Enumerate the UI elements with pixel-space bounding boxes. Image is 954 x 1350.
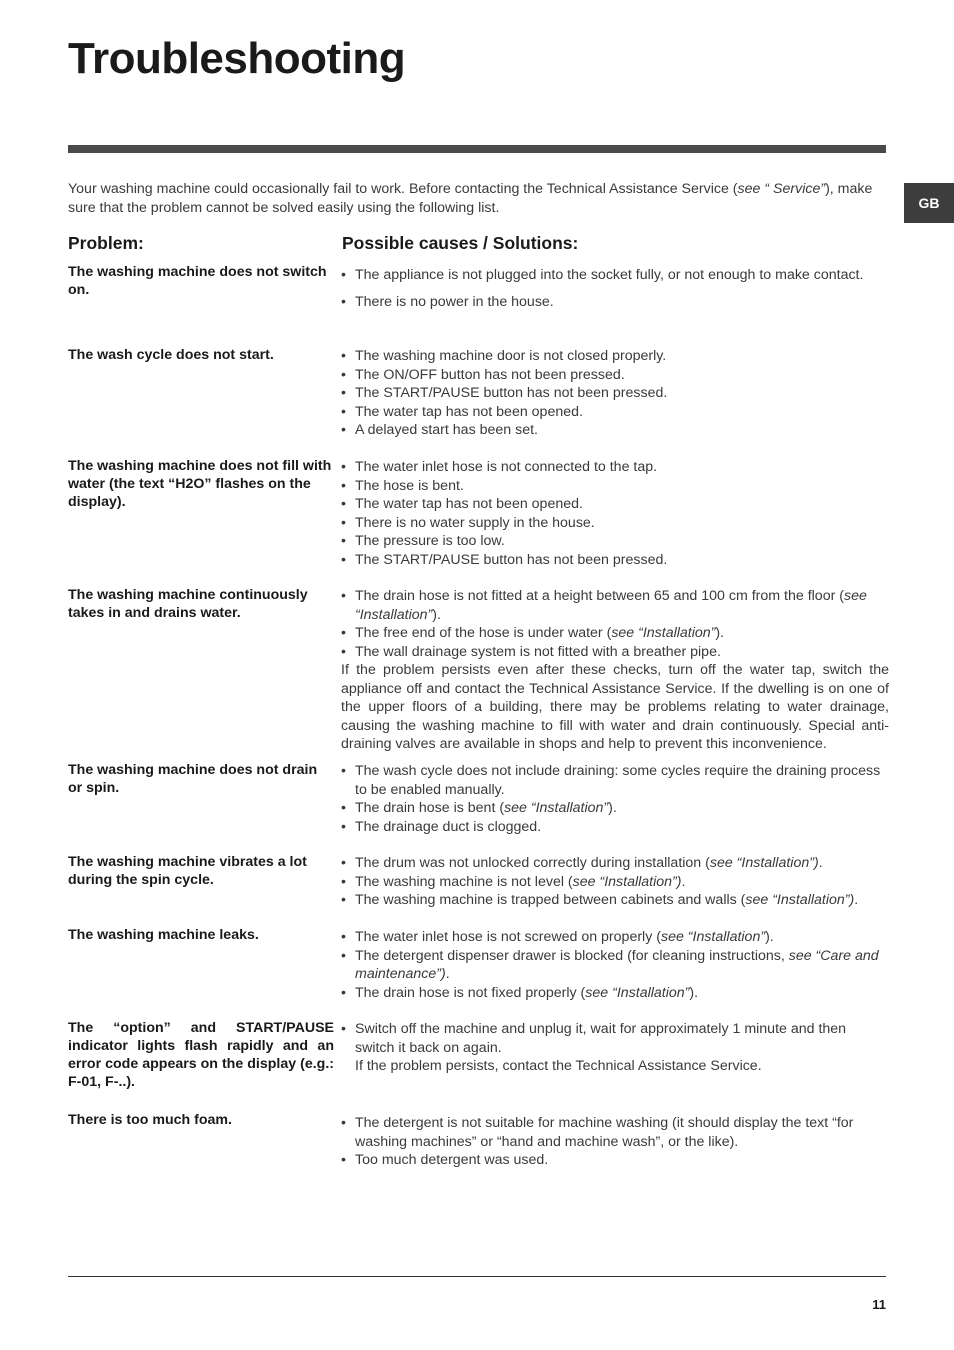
cause-item xyxy=(341,643,889,662)
intro-text-1: Your washing machine could occasionally fail to work. Before contacting the Technical Assistance Service ( xyxy=(68,181,738,197)
cause-text: The washing machine is not level ( xyxy=(355,873,573,890)
problem-label: There is too much foam. xyxy=(68,1112,232,1128)
cause-item: • There is no water supply in the house. xyxy=(341,514,889,533)
causes-block xyxy=(341,1114,889,1170)
cause-item xyxy=(341,799,889,818)
cause-item: • The detergent is not suitable for machine washing (it should display the text “for washing machines” or “hand and machine wash”, or the like). xyxy=(341,1114,889,1151)
cause-reference: see “Installation” xyxy=(611,625,716,641)
cause-item xyxy=(341,818,889,837)
title-divider xyxy=(68,145,886,153)
cause-text: The washing machine is trapped between cabinets and walls ( xyxy=(355,892,746,908)
intro-reference: see “ Service” xyxy=(737,181,826,197)
cause-text: The wash cycle does not include draining: some cycles require the draining process to be enabled manually. xyxy=(355,763,881,798)
problem-label: The washing machine does not fill with water (the text “H2O” flashes on the display). xyxy=(68,458,332,510)
cause-reference: see “Installation” xyxy=(504,800,609,816)
problem-label: The “option” and START/PAUSE indicator lights flash rapidly and an error code appears on the display (e.g.: F-01, F-..). xyxy=(68,1020,334,1090)
footer-divider xyxy=(68,1276,886,1277)
cause-item xyxy=(341,928,889,947)
cause-item: • The hose is bent. xyxy=(341,477,889,496)
cause-reference: see “Installation” xyxy=(355,588,867,623)
cause-item: • The appliance is not plugged into the socket fully, or not enough to make contact. xyxy=(341,266,889,285)
cause-reference: see “Care and maintenance”) xyxy=(355,947,879,982)
causes-block xyxy=(341,587,889,754)
cause-text-end: . xyxy=(854,892,859,908)
cause-reference: see “Installation”) xyxy=(572,873,682,890)
cause-item xyxy=(341,873,889,892)
cause-text: The drum was not unlocked correctly during installation ( xyxy=(355,855,710,871)
cause-item: • Too much detergent was used. xyxy=(341,1151,889,1170)
causes-block xyxy=(341,347,889,440)
cause-item: • The pressure is too low. xyxy=(341,532,889,551)
cause-reference: see “Installation”) xyxy=(745,892,855,908)
cause-item xyxy=(341,854,889,873)
problem-label: The washing machine continuously takes in and drains water. xyxy=(68,587,308,621)
intro-paragraph xyxy=(68,180,888,218)
cause-text-end: ). xyxy=(715,625,725,641)
cause-item: • The water tap has not been opened. xyxy=(341,403,889,422)
cause-text-end: ). xyxy=(432,606,441,623)
cause-text-end: . xyxy=(445,966,450,982)
cause-text: The drain hose is bent ( xyxy=(355,800,505,816)
causes-block xyxy=(341,762,889,836)
cause-text: The drain hose is not fitted at a height between 65 and 100 cm from the floor ( xyxy=(355,588,844,604)
cause-text: The drain hose is not fixed properly ( xyxy=(355,984,586,1001)
cause-text-end: . xyxy=(681,873,686,890)
cause-text-end: . xyxy=(818,855,823,871)
causes-block xyxy=(341,928,889,1002)
problem-label: The wash cycle does not start. xyxy=(68,347,274,363)
problem-label: The washing machine leaks. xyxy=(68,927,259,943)
cause-text: The water inlet hose is not screwed on properly ( xyxy=(355,929,661,945)
cause-text: The wall drainage system is not fitted with a breather pipe. xyxy=(355,643,721,660)
causes-block xyxy=(341,266,889,311)
causes-block xyxy=(341,458,889,569)
problem-label: The washing machine does not switch on. xyxy=(68,264,327,298)
cause-item: • The water tap has not been opened. xyxy=(341,495,889,514)
problem-column-header: Problem: xyxy=(68,233,144,253)
cause-item: • The water inlet hose is not connected to the tap. xyxy=(341,458,889,477)
cause-item: • The START/PAUSE button has not been pressed. xyxy=(341,384,889,403)
cause-item xyxy=(341,891,889,910)
cause-item: • A delayed start has been set. xyxy=(341,421,889,440)
cause-reference: see “Installation” xyxy=(585,984,690,1001)
cause-item: • Switch off the machine and unplug it, wait for approximately 1 minute and then switch it back on again. xyxy=(341,1020,889,1057)
cause-item xyxy=(341,762,889,799)
cause-text-end: ). xyxy=(765,929,774,945)
causes-column-header: Possible causes / Solutions: xyxy=(342,233,579,253)
problem-label: The washing machine does not drain or spin. xyxy=(68,762,318,796)
cause-item xyxy=(341,587,889,624)
causes-block xyxy=(341,854,889,910)
cause-item: • The ON/OFF button has not been pressed. xyxy=(341,366,889,385)
cause-item: • The washing machine door is not closed properly. xyxy=(341,347,889,366)
cause-item xyxy=(341,947,889,984)
cause-note: If the problem persists even after these checks, turn off the water tap, switch the appliance off and contact the Technical Assistance Service. If the dwelling is on one of the upper floors of a building, there may be problems relating to water drainage, causing the washing machine to fill with water and drain continuously. Special anti-draining valves are available in shops and help to prevent this inconvenience. xyxy=(341,662,889,752)
cause-item: • The START/PAUSE button has not been pressed. xyxy=(341,551,889,570)
cause-item xyxy=(341,984,889,1003)
cause-text: The free end of the hose is under water ( xyxy=(355,625,612,641)
cause-note: If the problem persists, contact the Technical Assistance Service. xyxy=(355,1058,762,1074)
problem-label: The washing machine vibrates a lot during the spin cycle. xyxy=(68,854,307,888)
page-title: Troubleshooting xyxy=(68,34,406,83)
causes-block xyxy=(341,1020,889,1076)
intro-text-2: ), make sure that the problem cannot be solved easily using the following list. xyxy=(68,181,873,216)
cause-text-end: ). xyxy=(608,800,617,816)
cause-reference: see “Installation”) xyxy=(709,855,819,871)
cause-item xyxy=(341,624,889,643)
cause-text: The detergent dispenser drawer is blocked (for cleaning instructions, xyxy=(355,947,789,964)
language-tab: GB xyxy=(904,183,954,223)
cause-text-end: ). xyxy=(689,984,699,1001)
cause-reference: see “Installation” xyxy=(660,929,766,945)
cause-item: • There is no power in the house. xyxy=(341,293,889,312)
cause-text: The drainage duct is clogged. xyxy=(355,818,542,835)
page-number: 11 xyxy=(872,1297,886,1312)
